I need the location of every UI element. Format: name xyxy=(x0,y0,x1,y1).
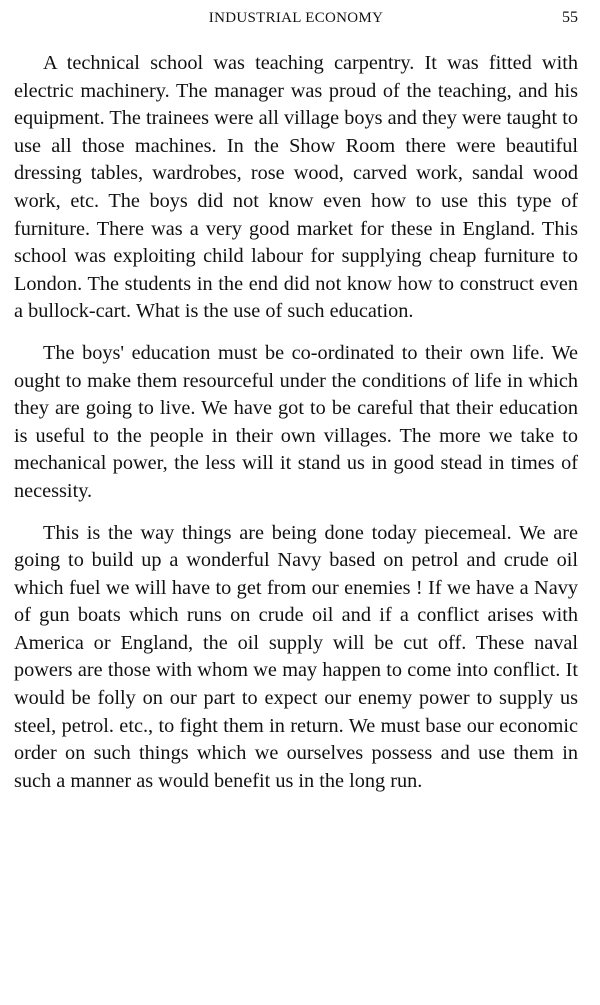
body-text xyxy=(14,50,578,795)
running-head xyxy=(14,0,578,34)
running-title: INDUSTRIAL ECONOMY xyxy=(208,10,384,26)
page-number: 55 xyxy=(562,9,578,26)
paragraph-technical-school: A technical school was teaching carpentry. It was fitted with electric machinery. The manager was proud of the teaching, and his equipment. The trainees were all village boys and they were taught to use all those machines. In the Show Room there were beautiful dressing tables, wardrobes, rose wood, carved work, sandal wood work, etc. The boys did not know even how to use this type of furniture. There was a very good market for these in England. This school was exploiting child labour for supplying cheap furniture to London. The students in the end did not know how to construct even a bullock-cart. What is the use of such education. xyxy=(14,52,578,323)
paragraph-boys-education: The boys' education must be co-ordinated to their own life. We ought to make them resourceful under the conditions of life in which they are going to live. We have got to be careful that their education is useful to the people in their own villages. The more we take to mechanical power, the less will it stand us in good stead in times of necessity. xyxy=(14,341,578,502)
paragraph-navy-petrol: This is the way things are being done today piecemeal. We are going to build up a wonderful Navy based on petrol and crude oil which fuel we will have to get from our enemies ! If we have a Navy of gun boats which runs on crude oil and if a conflict arises with America or England, the oil supply will be cut off. These naval powers are those with whom we may happen to come into conflict. It would be folly on our part to expect our enemy power to supply us steel, petrol. etc., to fight them in return. We must base our economic order on such things which we ourselves possess and use them in such a manner as would benefit us in the long run. xyxy=(14,521,578,792)
